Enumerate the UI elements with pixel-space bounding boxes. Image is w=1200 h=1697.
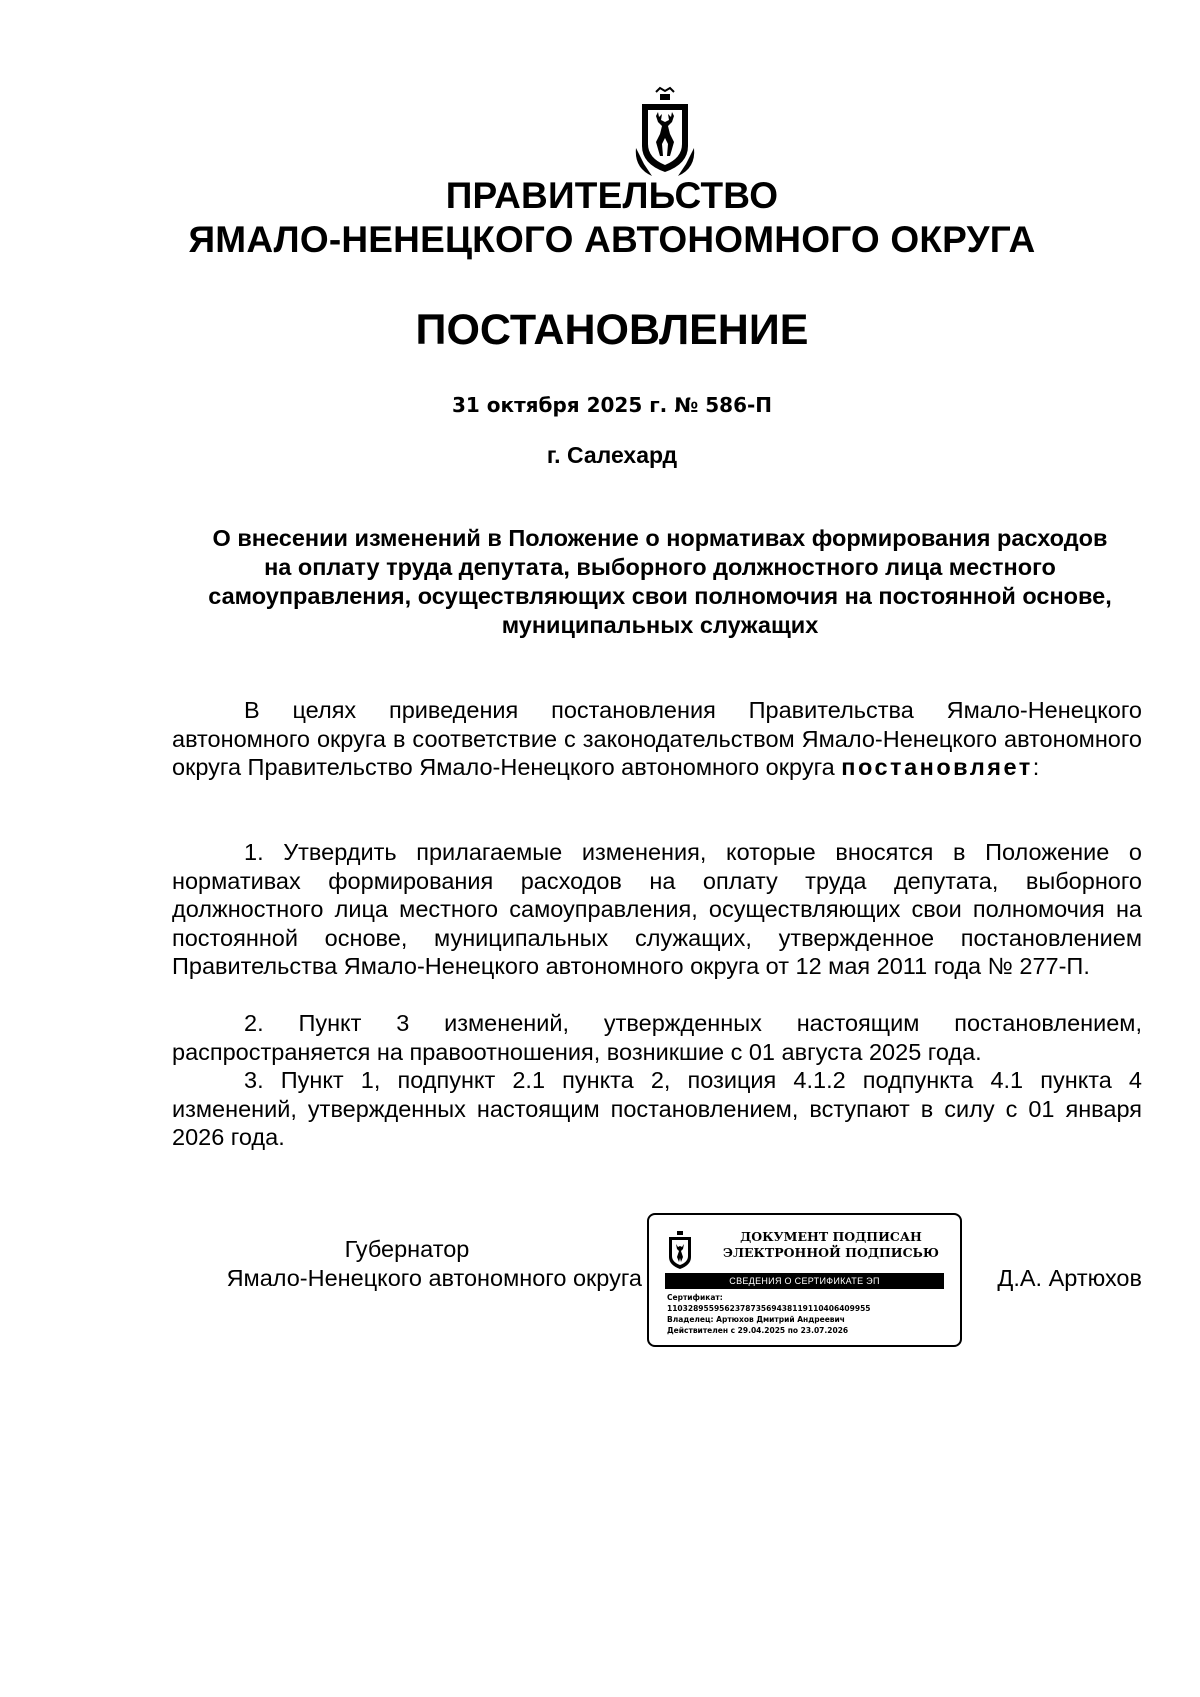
certificate-owner: Владелец: Артюхов Дмитрий Андреевич [667, 1315, 845, 1324]
stamp-heading [711, 1229, 951, 1261]
resolution-item-1: 1. Утвердить прилагаемые изменения, которые вносятся в Положение о нормативах формирования расходов на оплату труда депутата, выборного должностного лица местного самоуправления, осуществляющих свои полномочия на постоянной основе, муниципальных служащих, утвержденное постановлением Правительства Ямало-Ненецкого автономного округа от 12 мая 2011 года № 277-П. [172, 839, 1142, 979]
certificate-details [667, 1292, 952, 1336]
resolution-item-2: 2. Пункт 3 изменений, утвержденных настоящим постановлением, распространяется на правоотношения, возникшие с 01 августа 2025 года. [172, 1010, 1142, 1065]
stamp-heading-line2: ЭЛЕКТРОННОЙ ПОДПИСЬЮ [723, 1245, 939, 1260]
yamal-coat-of-arms-icon [667, 1231, 693, 1269]
certificate-label: Сертификат: [667, 1293, 723, 1302]
organization-name-line2: ЯМАЛО-НЕНЕЦКОГО АВТОНОМНОГО ОКРУГА [188, 219, 1036, 260]
organization-name-line1: ПРАВИТЕЛЬСТВО [445, 175, 779, 216]
resolve-keyword: постановляет [841, 754, 1033, 780]
signatory-title-line2: Ямало-Ненецкого автономного округа [226, 1265, 642, 1291]
document-subject: О внесении изменений в Положение о нормативах формирования расходов на оплату труда депутата, выборного должностного лица местного самоуправления, осуществляющих свои полномочия на постоянной основе, муниципальных служащих [208, 525, 1112, 638]
stamp-heading-line1: ДОКУМЕНТ ПОДПИСАН [740, 1229, 922, 1244]
resolve-keyword-suffix: : [1032, 754, 1040, 780]
yamal-coat-of-arms-icon [634, 86, 696, 178]
signatory-title-line1: Губернатор [344, 1236, 470, 1262]
certificate-number: 11032895595623787356943811911040640995​5 [667, 1304, 871, 1313]
certificate-info-bar: СВЕДЕНИЯ О СЕРТИФИКАТЕ ЭП [665, 1273, 944, 1289]
intro-paragraph [172, 696, 1142, 782]
intro-text: В целях приведения постановления Правительства Ямало-Ненецкого автономного округа в соответствие с законодательством Ямало-Ненецкого автономного округа Правительство Ямало-Ненецкого автономного округа [172, 697, 1142, 780]
electronic-signature-stamp [647, 1213, 962, 1347]
document-city: г. Салехард [546, 442, 678, 468]
resolution-item-3: 3. Пункт 1, подпункт 2.1 пункта 2, позиция 4.1.2 подпункта 4.1 пункта 4 изменений, утвержденных настоящим постановлением, вступают в силу с 01 января 2026 года. [172, 1067, 1142, 1150]
certificate-validity: Действителен с 29.04.2025 по 23.07.2026 [667, 1326, 849, 1335]
document-type: ПОСТАНОВЛЕНИЕ [415, 306, 809, 354]
document-date-number: 31 октября 2025 г. № 586-П [451, 393, 773, 417]
signatory-name: Д.А. Артюхов [997, 1265, 1142, 1291]
